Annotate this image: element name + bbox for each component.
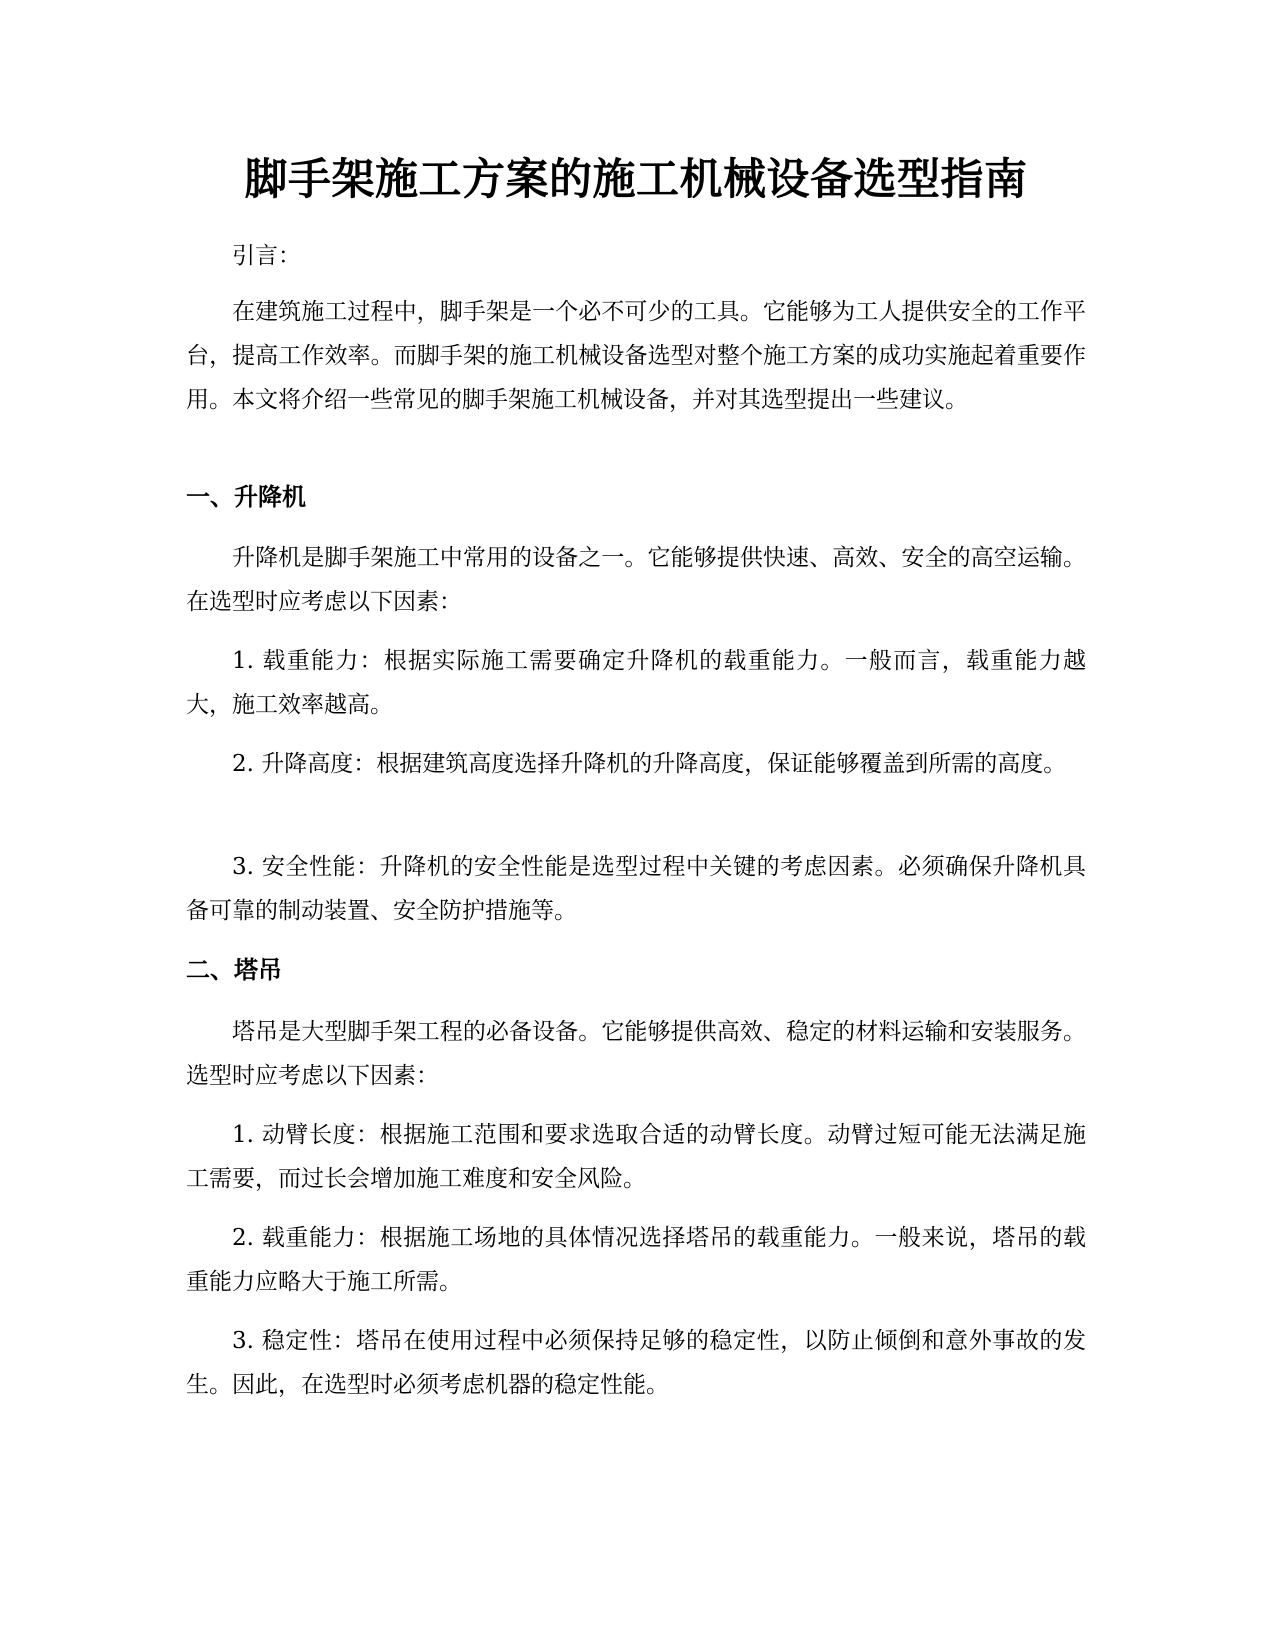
list-item-elevator-3: 3. 安全性能：升降机的安全性能是选型过程中关键的考虑因素。必须确保升降机具备可靠的制动装置、安全防护措施等。: [186, 854, 1086, 924]
list-item-elevator-1: 1. 载重能力：根据实际施工需要确定升降机的载重能力。一般而言，载重能力越大，施工效率越高。: [186, 648, 1086, 718]
section-heading-tower-crane: 二、塔吊: [186, 956, 282, 984]
section-heading-elevator: 一、升降机: [186, 483, 306, 511]
document-title: 脚手架施工方案的施工机械设备选型指南: [244, 155, 1028, 205]
section-intro-tower-crane: 塔吊是大型脚手架工程的必备设备。它能够提供高效、稳定的材料运输和安装服务。选型时应考虑以下因素：: [186, 1019, 1086, 1089]
intro-paragraph: 在建筑施工过程中，脚手架是一个必不可少的工具。它能够为工人提供安全的工作平台，提高工作效率。而脚手架的施工机械设备选型对整个施工方案的成功实施起着重要作用。本文将介绍一些常见的脚手架施工机械设备，并对其选型提出一些建议。: [186, 299, 1086, 413]
list-item-tower-crane-1: 1. 动臂长度：根据施工范围和要求选取合适的动臂长度。动臂过短可能无法满足施工需要，而过长会增加施工难度和安全风险。: [186, 1122, 1086, 1192]
intro-label: 引言：: [232, 243, 301, 269]
list-item-elevator-2: 2. 升降高度：根据建筑高度选择升降机的升降高度，保证能够覆盖到所需的高度。: [232, 751, 1067, 777]
list-item-tower-crane-3: 3. 稳定性：塔吊在使用过程中必须保持足够的稳定性，以防止倾倒和意外事故的发生。因此，在选型时必须考虑机器的稳定性能。: [186, 1328, 1086, 1398]
list-item-tower-crane-2: 2. 载重能力：根据施工场地的具体情况选择塔吊的载重能力。一般来说，塔吊的载重能力应略大于施工所需。: [186, 1225, 1086, 1295]
section-intro-elevator: 升降机是脚手架施工中常用的设备之一。它能够提供快速、高效、安全的高空运输。在选型时应考虑以下因素：: [186, 545, 1086, 615]
